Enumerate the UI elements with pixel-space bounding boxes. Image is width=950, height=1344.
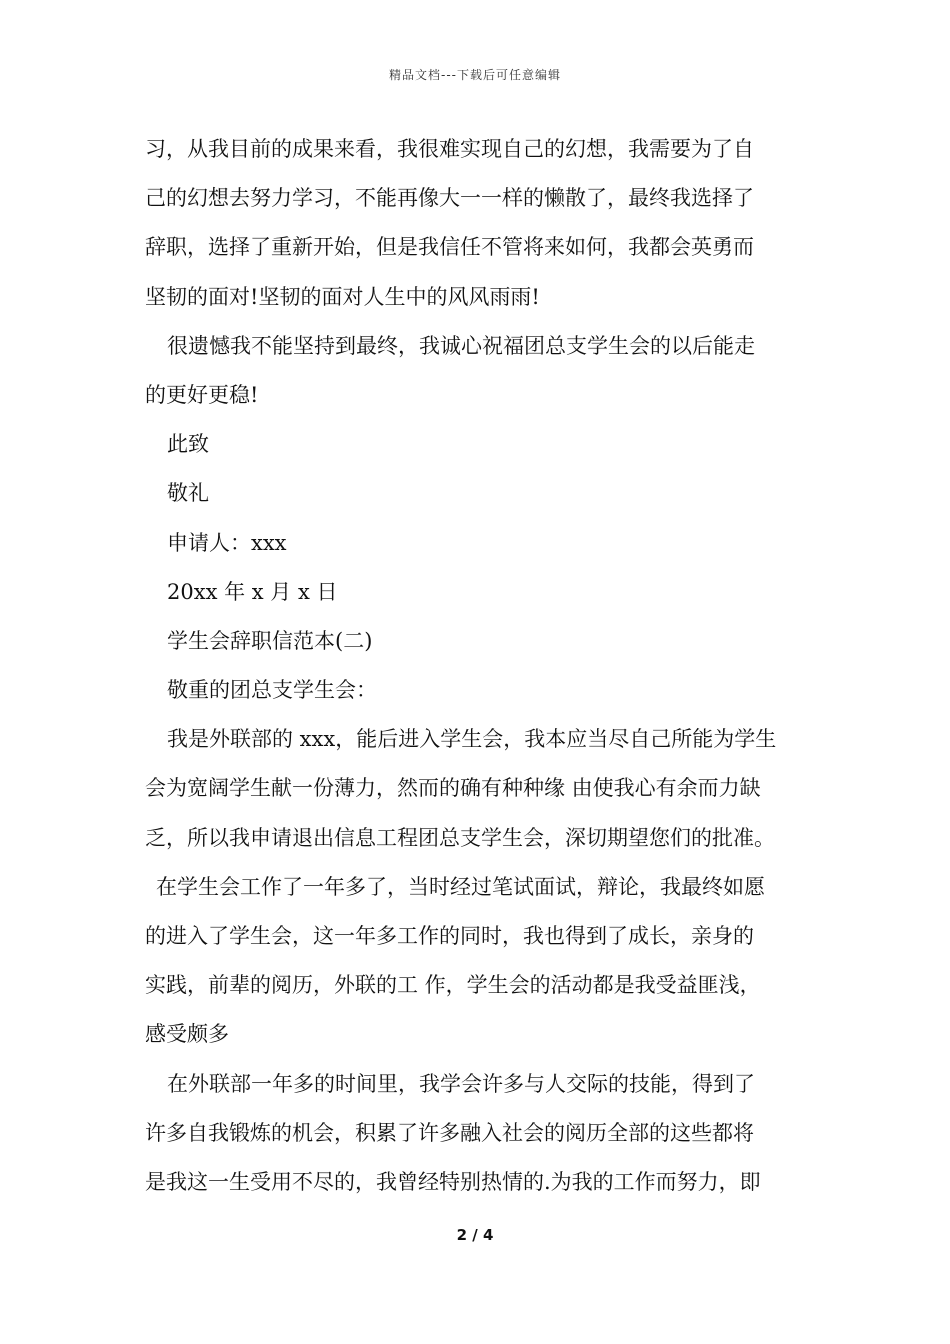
date-line: 20xx 年 x 月 x 日 (167, 579, 338, 604)
text-line: 习，从我目前的成果来看，我很难实现自己的幻想，我需要为了自 (145, 137, 754, 161)
text-line: 感受颇多 (145, 1022, 229, 1047)
text-line: 在学生会工作了一年多了，当时经过笔试面试，辩论，我最终如愿 (156, 874, 765, 899)
text-line: 辞职，选择了重新开始，但是我信任不管将来如何，我都会英勇而 (145, 235, 754, 260)
text-line: 的进入了学生会，这一年多工作的同时，我也得到了成长，亲身的 (145, 924, 754, 948)
text-line: 的更好更稳! (145, 382, 259, 407)
text-line: 己的幻想去努力学习，不能再像大一一样的懒散了，最终我选择了 (145, 186, 754, 211)
text-line: 坚韧的面对!坚韧的面对人生中的风风雨雨! (145, 284, 540, 309)
text-line: 许多自我锻炼的机会，积累了许多融入社会的阅历全部的这些都将 (145, 1120, 754, 1145)
text-line: 会为宽阔学生献一份薄力，然而的确有种种缘 由使我心有余而力缺 (145, 776, 761, 801)
text-line: 乏，所以我申请退出信息工程团总支学生会，深切期望您们的批准。 (145, 825, 775, 850)
text-line: 在外联部一年多的时间里，我学会许多与人交际的技能，得到了 (167, 1071, 755, 1096)
applicant-line: 申请人：xxx (167, 530, 287, 555)
text-line: 实践，前辈的阅历，外联的工 作，学生会的活动都是我受益匪浅， (145, 973, 761, 998)
text-line: 是我这一生受用不尽的，我曾经特别热情的.为我的工作而努力，即 (145, 1169, 761, 1194)
page-number: 2 / 4 (456, 1226, 494, 1244)
section-title: 学生会辞职信范本(二) (167, 628, 373, 653)
text-line: 我是外联部的 xxx，能后进入学生会，我本应当尽自己所能为学生 (167, 727, 777, 752)
letter-greeting: 敬重的团总支学生会： (167, 678, 377, 703)
text-line: 很遗憾我不能坚持到最终，我诚心祝福团总支学生会的以后能走 (167, 333, 755, 358)
closing-salutation: 此致 (167, 432, 209, 457)
closing-regards: 敬礼 (167, 481, 209, 506)
document-header: 精品文档---下载后可任意编辑 (389, 68, 561, 82)
document-body (145, 125, 825, 1207)
